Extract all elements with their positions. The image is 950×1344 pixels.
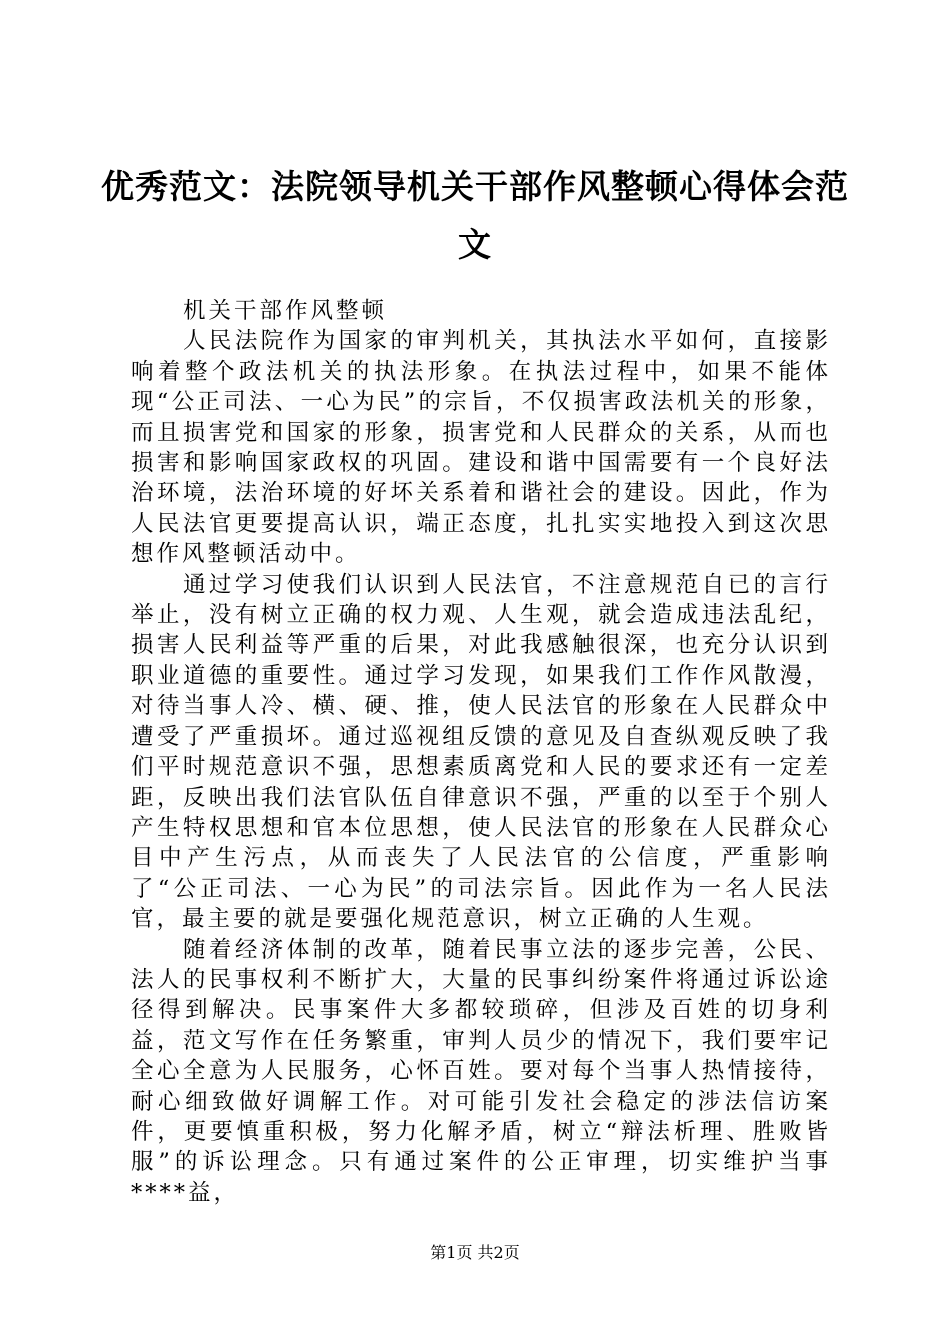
document-title: 优秀范文：法院领导机关干部作风整顿心得体会范文 <box>101 167 849 264</box>
body-paragraph: 通过学习使我们认识到人民法官，不注意规范自已的言行举止，没有树立正确的权力观、人生观，就会造成违法乱纪，损害人民利益等严重的后果，对此我感触很深，也充分认识到职业道德的重要性。通过学习发现，如果我们工作作风散漫，对待当事人冷、横、硬、推，使人民法官的形象在人民群众中遭受了严重损坏。通过巡视组反馈的意见及自查纵观反映了我们平时规范意识不强，思想素质离党和人民的要求还有一定差距，反映出我们法官队伍自律意识不强，严重的以至于个别人产生特权思想和官本位思想，使人民法官的形象在人民群众心目中产生污点，从而丧失了人民法官的公信度，严重影响了“公正司法、一心为民”的司法宗旨。因此作为一名人民法官，最主要的就是要强化规范意识，树立正确的人生观。 <box>131 571 831 933</box>
page-footer: 第1页 共2页 <box>430 1243 520 1262</box>
document-body <box>131 296 831 1208</box>
body-paragraph: 人民法院作为国家的审判机关，其执法水平如何，直接影响着整个政法机关的执法形象。在执法过程中，如果不能体现“公正司法、一心为民”的宗旨，不仅损害政法机关的形象，而且损害党和国家的形象，损害党和人民群众的关系，从而也损害和影响国家政权的巩固。建设和谐中国需要有一个良好法治环境，法治环境的好坏关系着和谐社会的建设。因此，作为人民法官更要提高认识，端正态度，扎扎实实地投入到这次思想作风整顿活动中。 <box>131 328 831 568</box>
body-paragraph: 随着经济体制的改革，随着民事立法的逐步完善，公民、法人的民事权利不断扩大，大量的民事纠纷案件将通过诉讼途径得到解决。民事案件大多都较琐碎，但涉及百姓的切身利益，范文写作在任务繁重，审判人员少的情况下，我们要牢记全心全意为人民服务，心怀百姓。要对每个当事人热情接待，耐心细致做好调解工作。对可能引发社会稳定的涉法信访案件，更要慎重积极，努力化解矛盾，树立“辩法析理、胜败皆服”的诉讼理念。只有通过案件的公正审理，切实维护当事****益， <box>131 936 831 1206</box>
section-heading: 机关干部作风整顿 <box>183 298 388 324</box>
